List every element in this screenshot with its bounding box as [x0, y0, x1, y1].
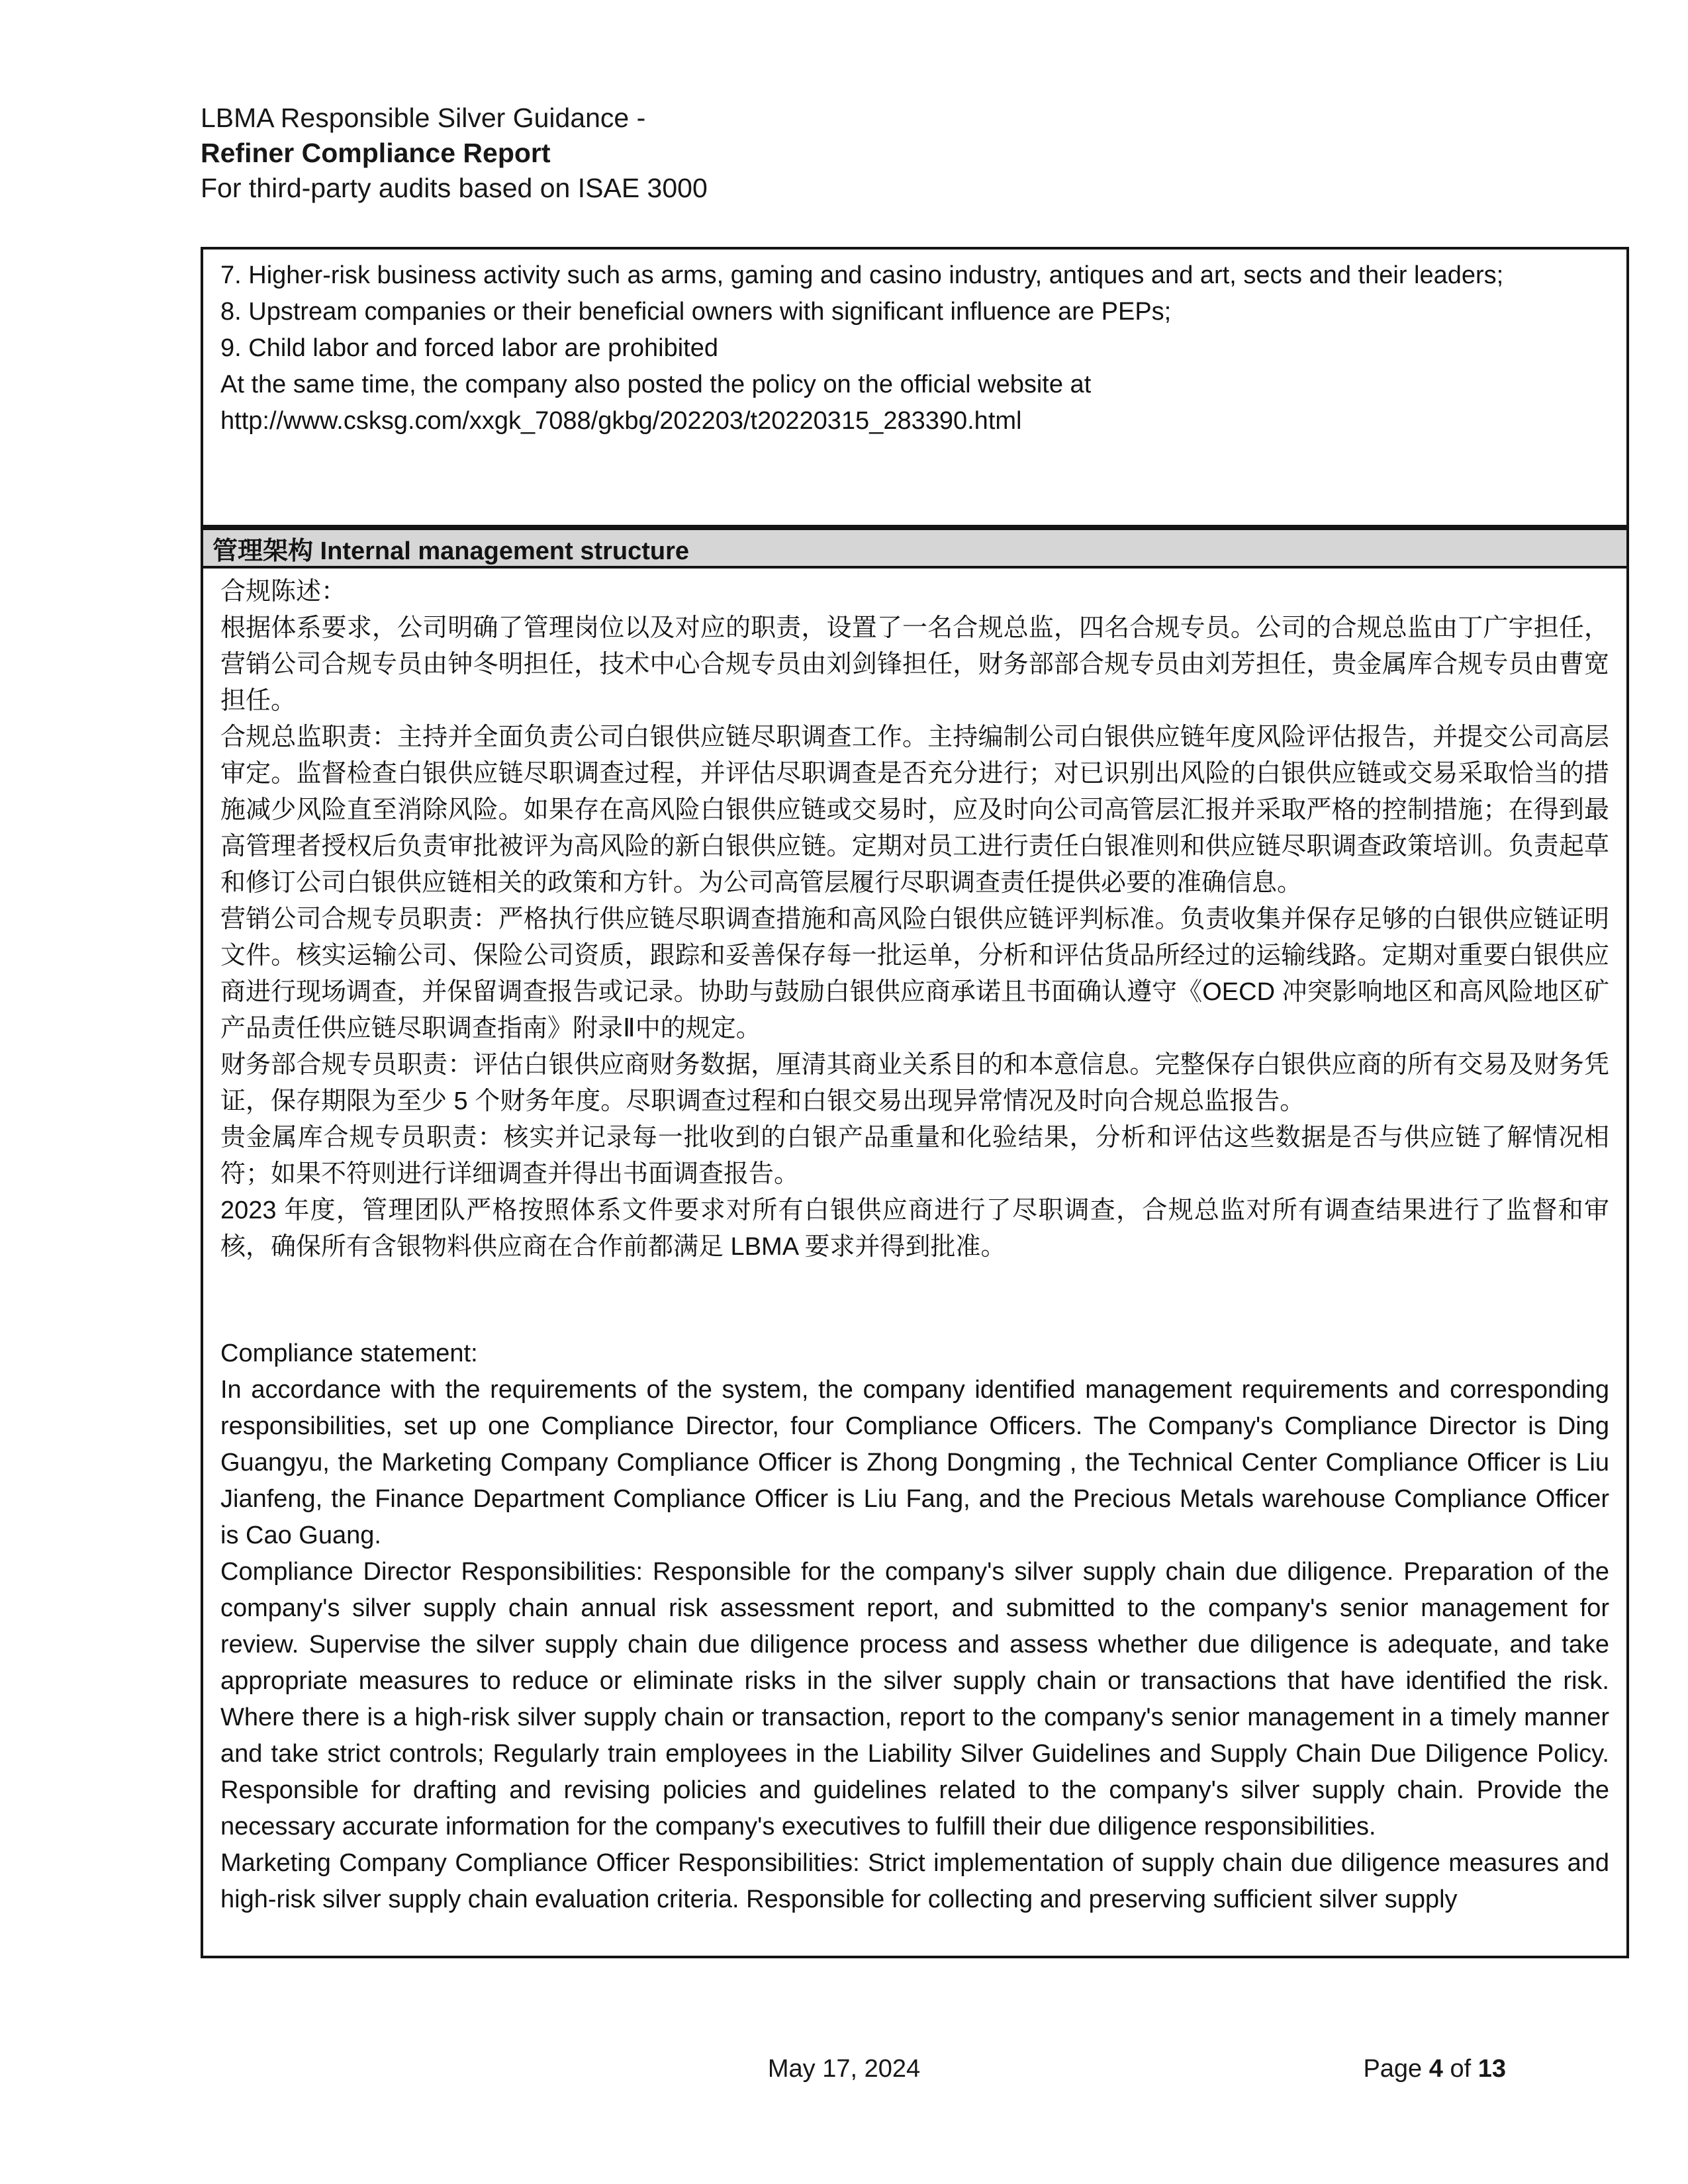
policy-item-7: 7. Higher-risk business activity such as arms, gaming and casino industry, antiques and art, sects and their leaders; — [220, 261, 1504, 289]
section-title: 管理架构 Internal management structure — [212, 537, 690, 565]
zh-compliance-statement-label: 合规陈述： — [220, 578, 347, 606]
policy-continuation-box — [201, 247, 1629, 527]
section-header-internal-management-structure — [201, 527, 1629, 569]
policy-website-url: http://www.csksg.com/xxgk_7088/gkbg/202203/t20220315_283390.html — [220, 407, 1022, 435]
zh-marketing-officer-duties-paragraph: 营销公司合规专员职责：严格执行供应链尽职调查措施和高风险白银供应链评判标准。负责收集并保存足够的白银供应链证明文件。核实运输公司、保险公司资质，跟踪和妥善保存每一批运单，分析和评估货品所经过的运输线路。定期对重要白银供应商进行现场调查，并保留调查报告或记录。协助与鼓励白银供应商承诺且书面确认遵守《OECD 冲突影响地区和高风险地区矿产品责任供应链尽职调查指南》附录Ⅱ中的规定。 — [220, 905, 1609, 1042]
footer-page-total: 13 — [1477, 2055, 1506, 2083]
header-audit-basis-line: For third-party audits based on ISAE 3000 — [201, 173, 708, 203]
document-header — [201, 101, 1392, 206]
en-compliance-statement-label: Compliance statement: — [220, 1340, 478, 1367]
policy-item-8: 8. Upstream companies or their beneficial owners with significant influence are PEPs; — [220, 298, 1172, 326]
footer-of-label: of — [1450, 2055, 1472, 2083]
footer-page-number: 4 — [1429, 2055, 1443, 2083]
paragraph-gap — [220, 1265, 1609, 1336]
compliance-statement-box — [201, 569, 1629, 1958]
en-management-setup-paragraph: In accordance with the requirements of the system, the company identified management requirements and corresponding responsibilities, set up one Compliance Director, four Compliance Officers. The Company's Compliance Director is Ding Guangyu, the Marketing Company Compliance Officer is Zhong Dongming , the Technical Center Compliance Officer is Liu Jianfeng, the Finance Department Compliance Officer is Liu Fang, and the Precious Metals warehouse Compliance Officer is Cao Guang. — [220, 1376, 1609, 1549]
zh-management-setup-paragraph: 根据体系要求，公司明确了管理岗位以及对应的职责，设置了一名合规总监，四名合规专员。公司的合规总监由丁广宇担任，营销公司合规专员由钟冬明担任，技术中心合规专员由刘剑锋担任，财务部部合规专员由刘芳担任，贵金属库合规专员由曹宽担任。 — [220, 614, 1609, 715]
zh-finance-officer-duties-paragraph: 财务部合规专员职责：评估白银供应商财务数据，厘清其商业关系目的和本意信息。完整保存白银供应商的所有交易及财务凭证，保存期限为至少 5 个财务年度。尽职调查过程和白银交易出现异常情况及时向合规总监报告。 — [220, 1051, 1609, 1115]
header-report-title: Refiner Compliance Report — [201, 138, 551, 168]
zh-2023-due-diligence-paragraph: 2023 年度，管理团队严格按照体系文件要求对所有白银供应商进行了尽职调查，合规总监对所有调查结果进行了监督和审核，确保所有含银物料供应商在合作前都满足 LBMA 要求并得到批准。 — [220, 1197, 1609, 1261]
zh-warehouse-officer-duties-paragraph: 贵金属库合规专员职责：核实并记录每一批收到的白银产品重量和化验结果，分析和评估这些数据是否与供应链了解情况相符；如果不符则进行详细调查并得出书面调查报告。 — [220, 1124, 1609, 1188]
zh-compliance-director-duties-paragraph: 合规总监职责：主持并全面负责公司白银供应链尽职调查工作。主持编制公司白银供应链年度风险评估报告，并提交公司高层审定。监督检查白银供应链尽职调查过程，并评估尽职调查是否充分进行；对已识别出风险的白银供应链或交易采取恰当的措施减少风险直至消除风险。如果存在高风险白银供应链或交易时，应及时向公司高管层汇报并采取严格的控制措施；在得到最高管理者授权后负责审批被评为高风险的新白银供应链。定期对员工进行责任白银准则和供应链尽职调查政策培训。负责起草和修订公司白银供应链相关的政策和方针。为公司高管层履行尽职调查责任提供必要的准确信息。 — [220, 723, 1609, 897]
footer-date: May 17, 2024 — [767, 2055, 921, 2083]
en-marketing-officer-duties-paragraph: Marketing Company Compliance Officer Responsibilities: Strict implementation of supply chain due diligence measures and high-risk silver supply chain evaluation criteria. Responsible for collecting and preserving sufficient silver supply — [220, 1849, 1609, 1913]
footer-page-label: Page — [1363, 2055, 1423, 2083]
policy-item-9: 9. Child labor and forced labor are prohibited — [220, 334, 719, 362]
en-compliance-director-duties-paragraph: Compliance Director Responsibilities: Responsible for the company's silver supply chain due diligence. Preparation of the company's silver supply chain annual risk assessment report, and submitted to the company's senior management for review. Supervise the silver supply chain due diligence process and assess whether due diligence is adequate, and take appropriate measures to reduce or eliminate risks in the silver supply chain or transactions that have identified the risk. Where there is a high-risk silver supply chain or transaction, report to the company's senior management in a timely manner and take strict controls; Regularly train employees in the Liability Silver Guidelines and Supply Chain Due Diligence Policy. Responsible for drafting and revising policies and guidelines related to the company's silver supply chain. Provide the necessary accurate information for the company's executives to fulfill their due diligence responsibilities. — [220, 1558, 1609, 1841]
header-guidance-line: LBMA Responsible Silver Guidance - — [201, 103, 646, 133]
policy-website-note: At the same time, the company also posted the policy on the official website at — [220, 371, 1092, 398]
footer-page-indicator — [1175, 2055, 1506, 2083]
